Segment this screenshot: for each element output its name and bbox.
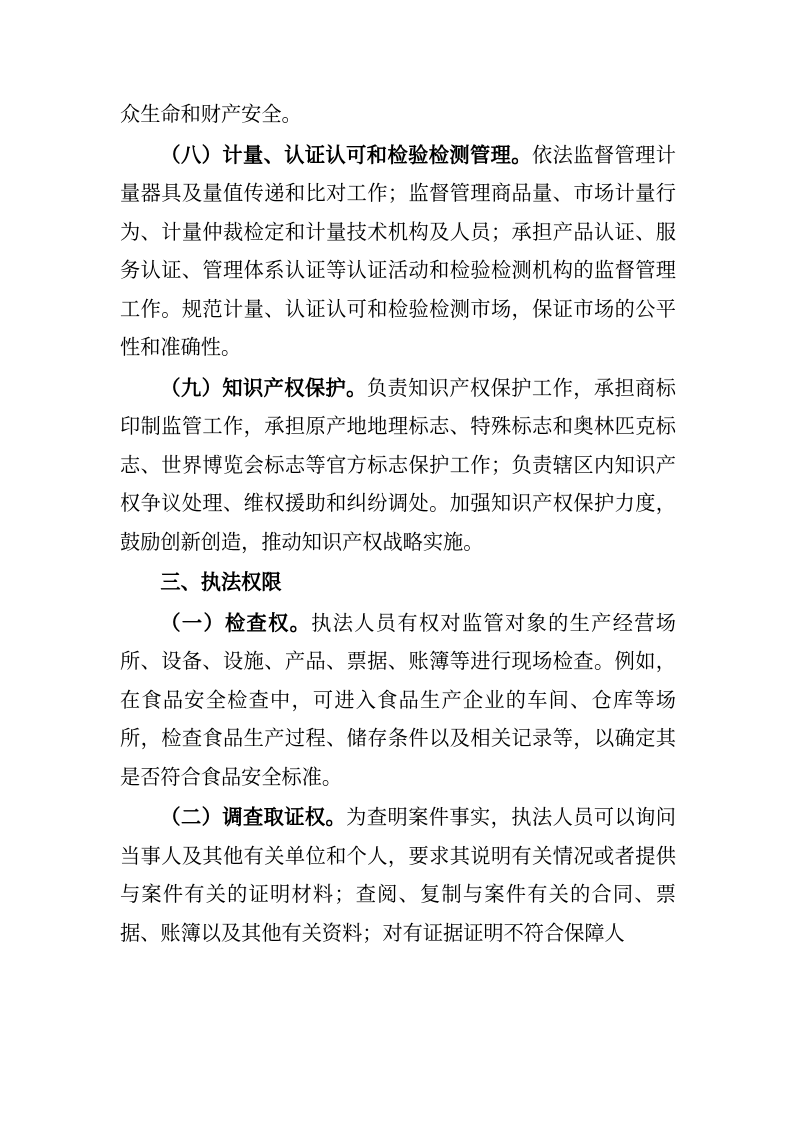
paragraph-inspection-right	[120, 604, 676, 797]
document-page	[120, 95, 676, 952]
paragraph-text: 为查明案件事实，执法人员可以询问当事人及其他有关单位和个人，要求其说明有关情况或者提供与案件有关的证明材料；查阅、复制与案件有关的合同、票据、账簿以及其他有关资料；对有证据证明不符合保障人	[120, 805, 676, 945]
paragraph-text: 负责知识产权保护工作，承担商标印制监管工作，承担原产地地理标志、特殊标志和奥林匹克标志、世界博览会标志等官方标志保护工作；负责辖区内知识产权争议处理、维权援助和纠纷调处。加强知识产权保护力度，鼓励创新创造，推动知识产权战略实施。	[120, 375, 676, 554]
paragraph-investigation-right	[120, 798, 676, 952]
paragraph-lead: （一）检查权。	[160, 610, 312, 635]
paragraph-lead: （二）调查取证权。	[160, 805, 347, 829]
section-heading: 三、执法权限	[160, 570, 282, 594]
paragraph-text: 依法监督管理计量器具及量值传递和比对工作；监督管理商品量、市场计量行为、计量仲裁检定和计量技术机构及人员；承担产品认证、服务认证、管理体系认证等认证活动和检验检测机构的监督管理工作。规范计量、认证认可和检验检测市场，保证市场的公平性和准确性。	[120, 142, 676, 359]
paragraph-lead: （九）知识产权保护。	[160, 375, 367, 400]
paragraph-measurement-certification	[120, 136, 676, 367]
paragraph-ip-protection	[120, 369, 676, 562]
paragraph-continuation	[120, 95, 676, 134]
paragraph-lead: （八）计量、认证认可和检验检测管理。	[160, 142, 532, 167]
paragraph-text: 众生命和财产安全。	[120, 102, 302, 126]
paragraph-text: 执法人员有权对监管对象的生产经营场所、设备、设施、产品、票据、账簿等进行现场检查。例如，在食品安全检查中，可进入食品生产企业的车间、仓库等场所，检查食品生产过程、储存条件以及相关记录等，以确定其是否符合食品安全标准。	[120, 610, 676, 789]
